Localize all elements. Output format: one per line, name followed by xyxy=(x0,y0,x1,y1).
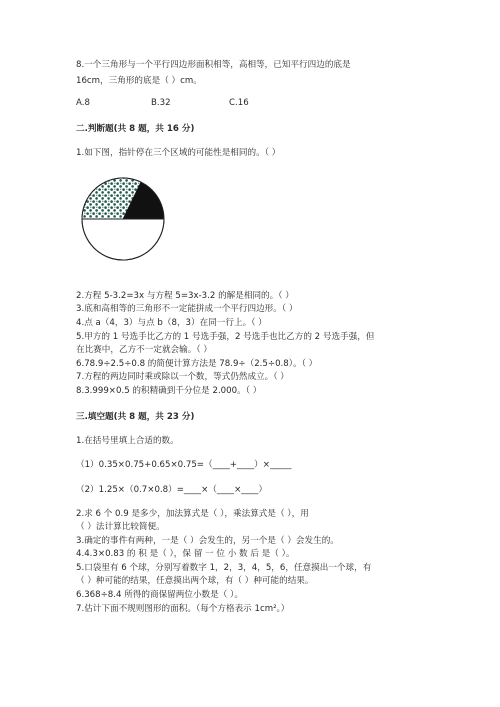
fill-item-1: 1.在括号里填上合适的数。 xyxy=(76,436,179,446)
fill-item-1-part-2: （2）1.25×（0.7×0.8）=____×（____×____） xyxy=(76,485,268,495)
question-8-line-2: 16cm，三角形的底是（ ）cm。 xyxy=(76,76,202,86)
spinner-figure xyxy=(80,176,166,265)
section-2-heading: 二.判断题(共 8 题，共 16 分) xyxy=(76,124,195,134)
option-b: B.32 xyxy=(151,98,171,108)
option-a: A.8 xyxy=(76,98,90,108)
option-c: C.16 xyxy=(229,98,249,108)
question-8-line-1: 8.一个三角形与一个平行四边形面积相等，高相等，已知平行四边的底是 xyxy=(76,60,351,70)
judgment-item-5-line-2: 在比赛中，乙方不一定就会输。（ ） xyxy=(76,345,212,355)
fill-item-6: 6.368÷8.4 所得的商保留两位小数是（ ）。 xyxy=(76,590,243,600)
judgment-item-1: 1.如下图，指针停在三个区域的可能性是相同的。（ ） xyxy=(76,148,281,158)
fill-item-5-line-2: （ ）种可能的结果，任意摸出两个球，有（ ）种可能的结果。 xyxy=(76,576,314,586)
fill-item-7: 7.估计下面不规则图形的面积。（每个方格表示 1cm²。） xyxy=(76,604,290,614)
judgment-item-6: 6.78.9÷2.5÷0.8 的简便计算方法是 78.9÷（2.5÷0.8）。（ ） xyxy=(76,359,318,369)
judgment-item-4: 4.点 a（4，3）与点 b（8，3）在同一行上。（ ） xyxy=(76,318,267,328)
fill-item-2-line-1: 2.求 6 个 0.9 是多少，加法算式是（ ），乘法算式是（ ），用 xyxy=(76,509,309,519)
section-3-heading: 三.填空题(共 8 题，共 23 分) xyxy=(76,412,195,422)
fill-item-5-line-1: 5.口袋里有 6 个球，分别写着数字 1，2，3，4，5，6，任意摸出一个球，有 xyxy=(76,563,372,573)
fill-item-3: 3.确定的事件有两种，一是（ ）会发生的，另一个是（ ）会发生的。 xyxy=(76,536,339,546)
judgment-item-2: 2.方程 5-3.2=3x 与方程 5=3x-3.2 的解是相同的。（ ） xyxy=(76,291,294,301)
judgment-item-7: 7.方程的两边同时乘或除以一个数，等式仍然成立。（ ） xyxy=(76,372,289,382)
fill-item-1-part-1: （1）0.35×0.75+0.65×0.75=（____+____）×_____ xyxy=(76,460,292,470)
judgment-item-5-line-1: 5.甲方的 1 号选手比乙方的 1 号选手强，2 号选手也比乙方的 2 号选手强，但 xyxy=(76,332,375,342)
judgment-item-3: 3.底和高相等的三角形不一定能拼成一个平行四边形。（ ） xyxy=(76,304,298,314)
fill-item-2-line-2: （ ）法计算比较简便。 xyxy=(76,522,165,532)
judgment-item-8: 8.3.999×0.5 的积精确到千分位是 2.000。（ ） xyxy=(76,386,262,396)
fill-item-4: 4.4.3×0.83 的 积 是（ ），保 留 一 位 小 数 后 是（ ）。 xyxy=(76,549,295,559)
